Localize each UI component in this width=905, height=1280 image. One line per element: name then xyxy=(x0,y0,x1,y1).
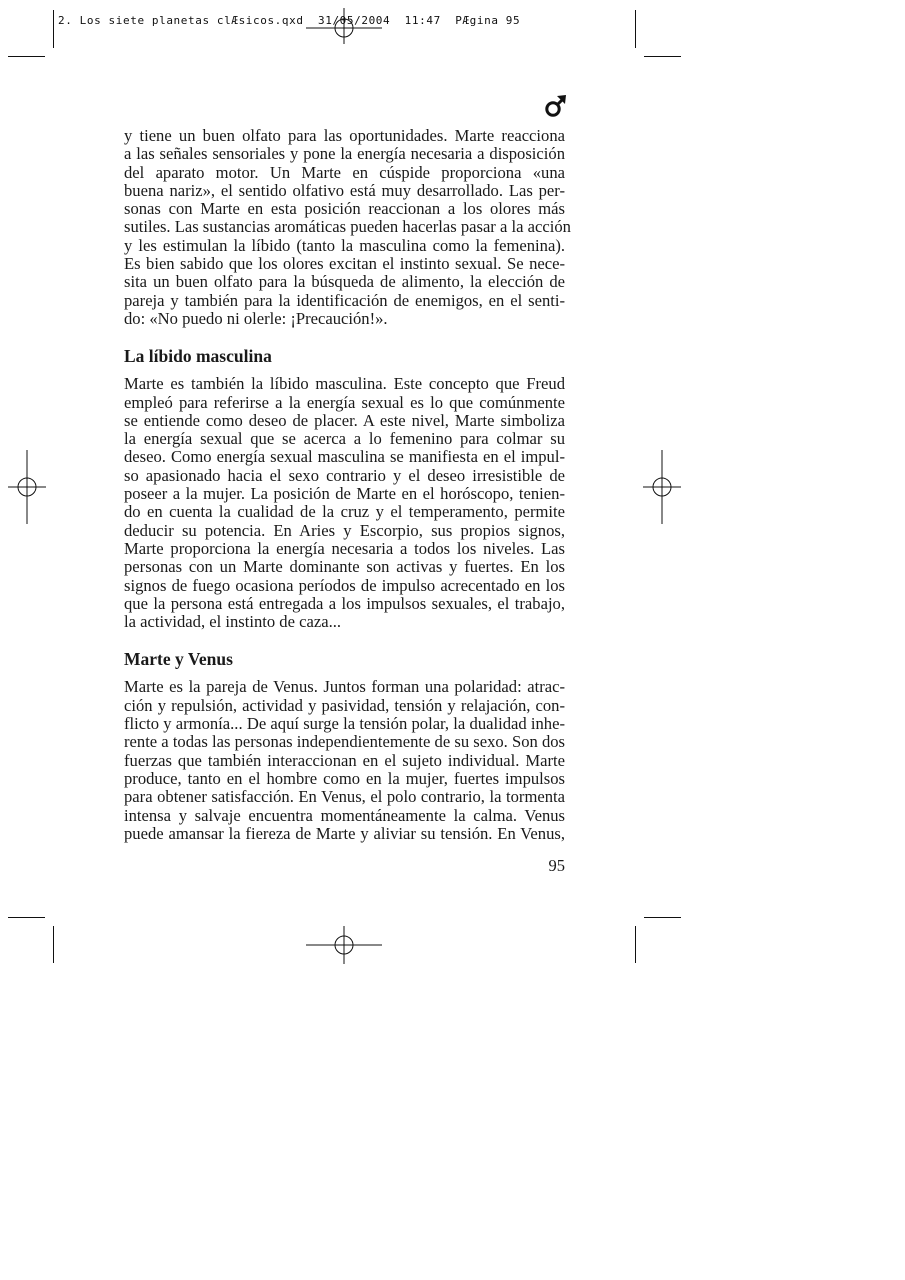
crop-mark xyxy=(644,56,681,57)
crop-mark xyxy=(53,926,54,963)
text-line: deducir su potencia. En Aries y Escorpio, sus propios signos, xyxy=(124,520,565,540)
registration-mark-right xyxy=(643,450,681,524)
page-body xyxy=(124,126,571,843)
text-line: produce, tanto en el hombre como en la mujer, fuertes impulsos xyxy=(124,768,565,788)
crop-mark xyxy=(53,10,54,48)
paragraph-libido xyxy=(124,375,565,631)
text-line: del aparato motor. Un Marte en cúspide proporciona «una xyxy=(124,162,565,182)
text-line: Es bien sabido que los olores excitan el instinto sexual. Se nece- xyxy=(124,254,565,274)
text-line: sita un buen olfato para la búsqueda de alimento, la elección de xyxy=(124,272,565,292)
paragraph-marte-venus xyxy=(124,678,565,843)
text-line: fuerzas que también interaccionan en el sujeto individual. Marte xyxy=(124,750,565,770)
text-line: y les estimulan la líbido (tanto la masculina como la femenina). xyxy=(124,235,565,255)
text-line: buena nariz», el sentido olfativo está muy desarrollado. Las per- xyxy=(124,180,565,200)
text-line: la actividad, el instinto de caza... xyxy=(124,612,342,632)
text-line: para obtener satisfacción. En Venus, el polo contrario, la tormenta xyxy=(124,787,565,807)
crop-mark xyxy=(8,56,45,57)
text-line: sutiles. Las sustancias aromáticas pueden hacerlas pasar a la acción xyxy=(124,217,571,237)
text-line: rente a todas las personas independientemente de su sexo. Son dos xyxy=(124,732,566,752)
registration-mark-left xyxy=(8,450,46,524)
text-line: Marte es la pareja de Venus. Juntos forman una polaridad: atrac- xyxy=(124,677,565,697)
text-line: intensa y salvaje encuentra momentáneamente la calma. Venus xyxy=(124,805,565,825)
heading-marte-y-venus: Marte y Venus xyxy=(124,649,233,670)
text-line: que la persona está entregada a los impulsos sexuales, el trabajo, xyxy=(124,593,565,613)
text-line: se entiende como deseo de placer. A este nivel, Marte simboliza xyxy=(124,410,565,430)
text-line: Marte es también la líbido masculina. Este concepto que Freud xyxy=(124,374,565,394)
crop-mark xyxy=(8,917,45,918)
text-line: empleó para referirse a la energía sexual es lo que comúnmente xyxy=(124,392,565,412)
text-line: do en cuenta la cualidad de la cruz y el temperamento, permite xyxy=(124,502,565,522)
crop-mark xyxy=(635,10,636,48)
paragraph-olfato xyxy=(124,126,571,328)
text-line: Marte proporciona la energía necesaria a todos los niveles. Las xyxy=(124,538,565,558)
file-slug-line: 2. Los siete planetas clÆsicos.qxd 31/05/2004 11:47 PÆgina 95 xyxy=(58,14,521,27)
text-line: ción y repulsión, actividad y pasividad, tensión y relajación, con- xyxy=(124,695,565,715)
text-line: signos de fuego ocasiona períodos de impulso acrecentado en los xyxy=(124,575,565,595)
text-line: la energía sexual que se acerca a lo femenino para colmar su xyxy=(124,429,565,449)
text-line: y tiene un buen olfato para las oportunidades. Marte reacciona xyxy=(124,126,565,145)
registration-mark-top xyxy=(306,8,382,44)
page-number: 95 xyxy=(548,856,565,875)
text-line: pareja y también para la identificación de enemigos, en el senti- xyxy=(124,290,565,310)
crop-mark xyxy=(644,917,681,918)
text-line: sonas con Marte en esta posición reaccionan a los olores más xyxy=(124,199,565,219)
text-line: do: «No puedo ni olerle: ¡Precaución!». xyxy=(124,308,388,328)
mars-symbol-icon xyxy=(544,93,568,119)
text-line: poseer a la mujer. La posición de Marte en el horóscopo, tenien- xyxy=(124,484,565,504)
text-line: flicto y armonía... De aquí surge la tensión polar, la dualidad inhe- xyxy=(124,714,565,734)
text-line: puede amansar la fiereza de Marte y aliviar su tensión. En Venus, xyxy=(124,823,565,843)
text-line: personas con un Marte dominante son activas y fuertes. En los xyxy=(124,557,565,577)
text-line: deseo. Como energía sexual masculina se manifiesta en el impul- xyxy=(124,447,565,467)
text-line: so apasionado hacia el sexo contrario y el deseo irresistible de xyxy=(124,465,565,485)
registration-mark-bottom xyxy=(306,926,382,964)
crop-mark xyxy=(635,926,636,963)
text-line: a las señales sensoriales y pone la energía necesaria a disposición xyxy=(124,144,565,164)
heading-libido-masculina: La líbido masculina xyxy=(124,346,272,367)
